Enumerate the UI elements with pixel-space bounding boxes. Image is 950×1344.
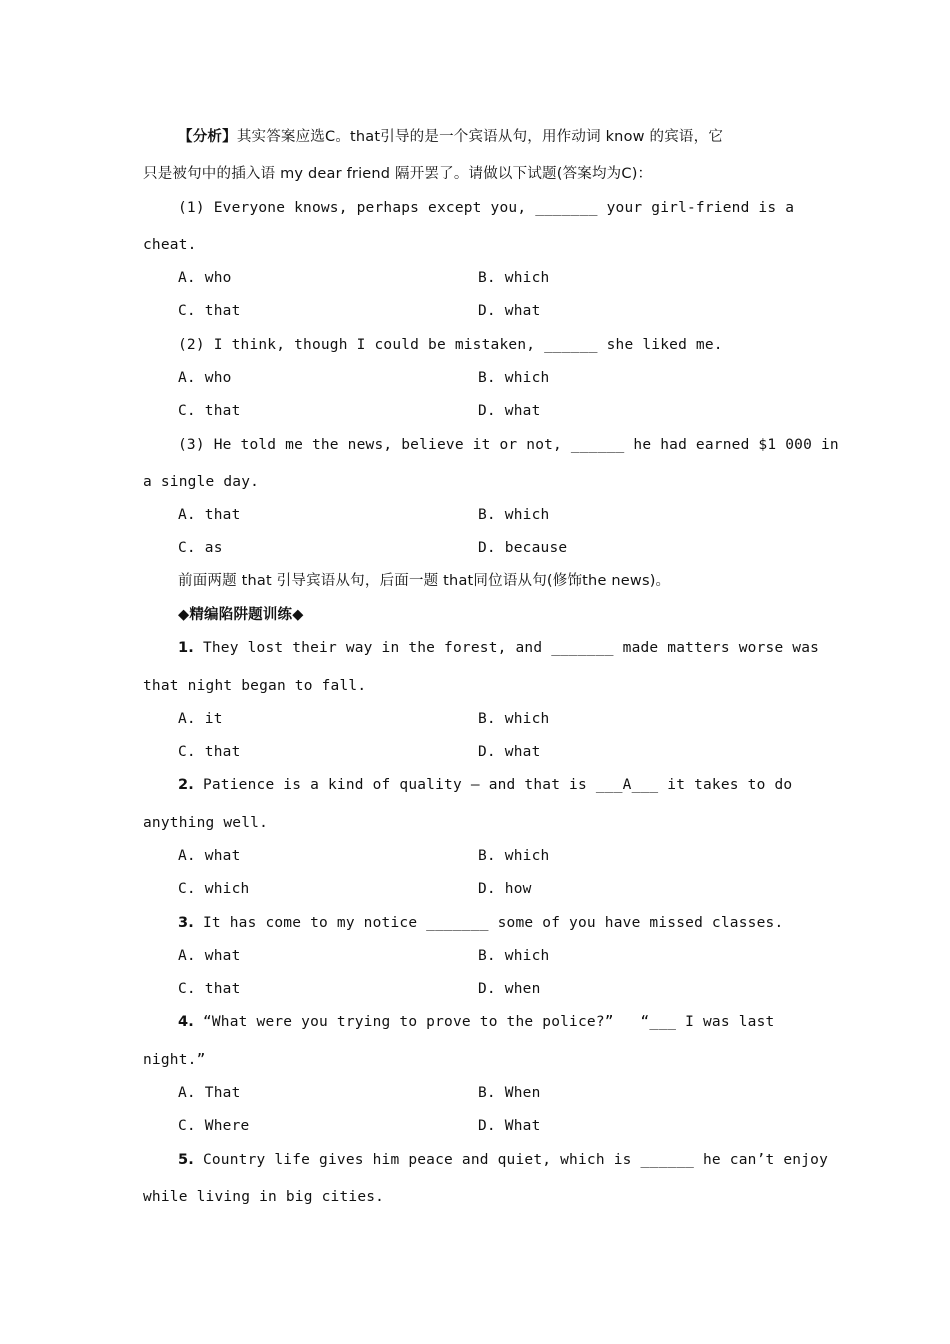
question-2-line-1 — [178, 775, 792, 795]
question-4-option-d: D. What — [478, 1118, 541, 1134]
question-3-option-c: C. that — [178, 981, 241, 997]
section-title: ◆精编陷阱题训练◆ — [178, 607, 304, 623]
question-4-option-a: A. That — [178, 1085, 241, 1101]
question-3-option-a: A. what — [178, 948, 241, 964]
question-3-text: It has come to my notice _______ some of you have missed classes. — [202, 915, 784, 931]
question-3-option-d: D. when — [478, 981, 541, 997]
question-3-number: 3. — [178, 915, 194, 931]
example-1-line-1: (1) Everyone knows, perhaps except you, _______ your girl-friend is a — [178, 200, 795, 216]
question-4-text: “What were you trying to prove to the police?” “___ I was last — [202, 1014, 775, 1030]
note-line: 前面两题 that 引导宾语从句，后面一题 that同位语从句(修饰the news)。 — [178, 573, 671, 589]
question-5-number: 5. — [178, 1152, 194, 1168]
question-1-number: 1. — [178, 640, 194, 656]
question-2-option-d: D. how — [478, 881, 532, 897]
example-1-line-2: cheat. — [143, 237, 197, 253]
question-2-text: Patience is a kind of quality — and that is ___A___ it takes to do — [202, 777, 793, 793]
example-3-option-c: C. as — [178, 540, 223, 556]
question-1-line-2: that night began to fall. — [143, 678, 367, 694]
question-3-line-1 — [178, 913, 783, 933]
question-4-option-c: C. Where — [178, 1118, 250, 1134]
example-3-line-1: (3) He told me the news, believe it or not, ______ he had earned $1 000 in — [178, 437, 839, 453]
example-2-option-a: A. who — [178, 370, 232, 386]
example-2-option-d: D. what — [478, 403, 541, 419]
question-1-line-1 — [178, 638, 819, 658]
question-2-number: 2. — [178, 777, 194, 793]
example-2-option-c: C. that — [178, 403, 241, 419]
question-2-line-2: anything well. — [143, 815, 269, 831]
question-1-option-d: D. what — [478, 744, 541, 760]
question-5-line-2: while living in big cities. — [143, 1189, 385, 1205]
question-1-option-a: A. it — [178, 711, 223, 727]
question-4-option-b: B. When — [478, 1085, 541, 1101]
question-4-line-1 — [178, 1012, 774, 1032]
example-1-option-a: A. who — [178, 270, 232, 286]
example-1-option-b: B. which — [478, 270, 550, 286]
analysis-label: 【分析】 — [178, 129, 237, 145]
example-3-line-2: a single day. — [143, 474, 260, 490]
question-1-option-c: C. that — [178, 744, 241, 760]
question-5-line-1 — [178, 1150, 828, 1170]
question-4-line-2: night.” — [143, 1052, 206, 1068]
question-3-option-b: B. which — [478, 948, 550, 964]
example-3-option-a: A. that — [178, 507, 241, 523]
analysis-line-1 — [178, 127, 723, 147]
analysis-text-1: 其实答案应选C。that引导的是一个宾语从句，用作动词 know 的宾语，它 — [236, 129, 724, 145]
example-1-option-c: C. that — [178, 303, 241, 319]
analysis-line-2: 只是被句中的插入语 my dear friend 隔开罢了。请做以下试题(答案均为C)： — [143, 166, 653, 182]
question-4-number: 4. — [178, 1014, 194, 1030]
example-2-line-1: (2) I think, though I could be mistaken, ______ she liked me. — [178, 337, 723, 353]
example-3-option-d: D. because — [478, 540, 568, 556]
question-2-option-c: C. which — [178, 881, 250, 897]
question-2-option-b: B. which — [478, 848, 550, 864]
question-5-text: Country life gives him peace and quiet, which is ______ he can’t enjoy — [202, 1152, 829, 1168]
question-1-option-b: B. which — [478, 711, 550, 727]
example-3-option-b: B. which — [478, 507, 550, 523]
question-2-option-a: A. what — [178, 848, 241, 864]
example-1-option-d: D. what — [478, 303, 541, 319]
example-2-option-b: B. which — [478, 370, 550, 386]
question-1-text: They lost their way in the forest, and _______ made matters worse was — [202, 640, 820, 656]
